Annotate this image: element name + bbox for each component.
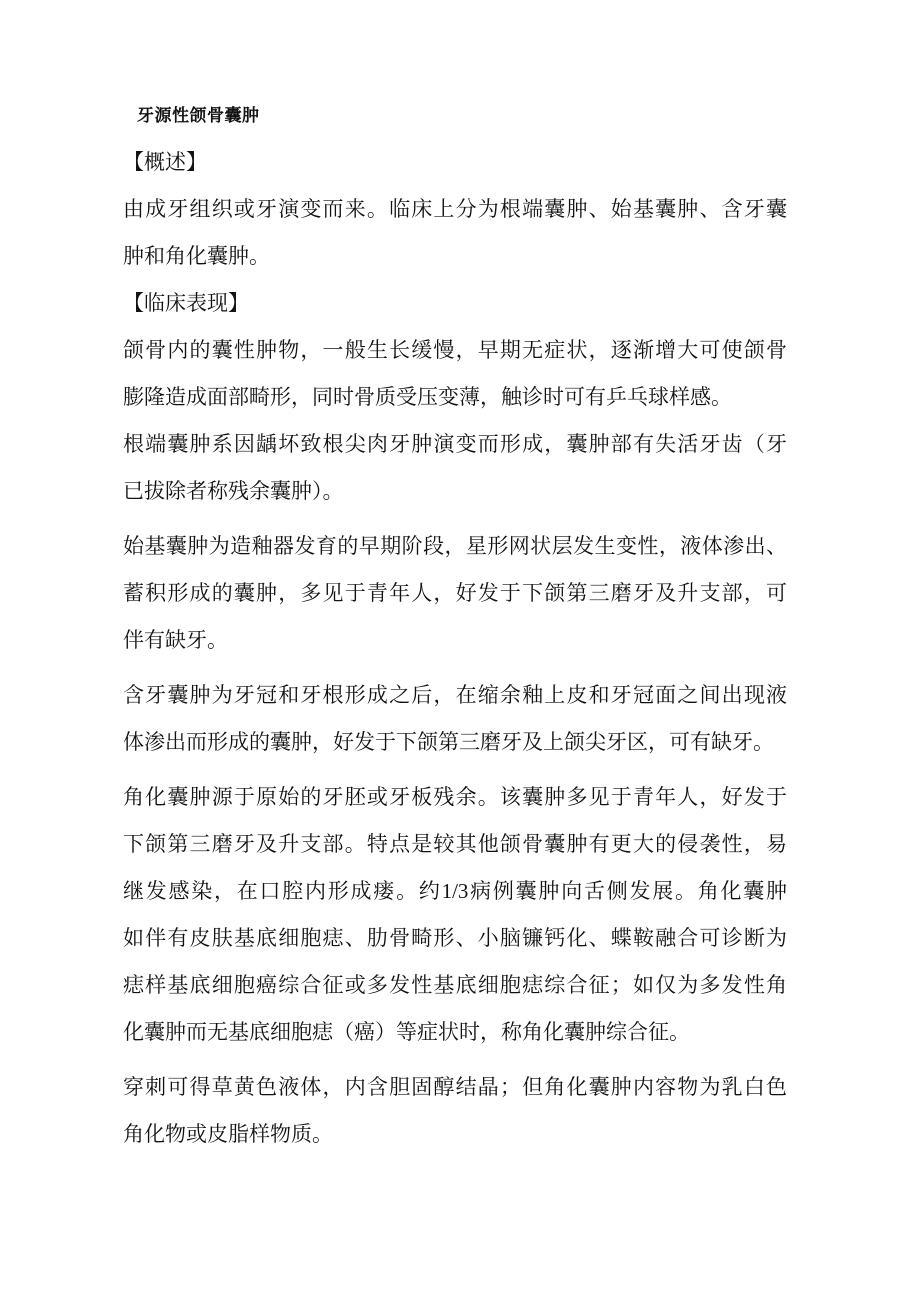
text-line: 含牙囊肿为牙冠和牙根形成之后，在缩余釉上皮和牙冠面之间出现液 xyxy=(123,683,787,707)
paragraph-general-signs xyxy=(123,327,787,421)
text-line: 始基囊肿为造釉器发育的早期阶段，星形网状层发生变性，液体渗出、 xyxy=(123,534,787,558)
text-line: 下颌第三磨牙及升支部。特点是较其他颌骨囊肿有更大的侵袭性，易 xyxy=(123,832,787,856)
paragraph-puncture-findings xyxy=(123,1064,787,1158)
doc-title: 牙源性颌骨囊肿 xyxy=(137,106,260,125)
document-body xyxy=(123,92,787,1158)
text-line: 膨隆造成面部畸形，同时骨质受压变薄，触诊时可有乒乓球样感。 xyxy=(123,385,732,409)
paragraph-primordial-cyst xyxy=(123,523,787,664)
text-line: 如伴有皮肤基底细胞痣、肋骨畸形、小脑镰钙化、蝶鞍融合可诊断为 xyxy=(123,926,787,950)
text-line: 角化囊肿源于原始的牙胚或牙板残余。该囊肿多见于青年人，好发于 xyxy=(123,785,787,809)
paragraph-radicular-cyst xyxy=(123,421,787,515)
text-line: 肿和角化囊肿。 xyxy=(123,244,270,268)
text-line: 化囊肿而无基底细胞痣（癌）等症状时，称角化囊肿综合征。 xyxy=(123,1020,690,1044)
text-line: 根端囊肿系因龋坏致根尖肉牙肿演变而形成，囊肿部有失活牙齿（牙 xyxy=(123,432,787,456)
text-line: 继发感染，在口腔内形成瘘。约1/3病例囊肿向舌侧发展。角化囊肿 xyxy=(123,879,787,903)
text-line: 已拔除者称残余囊肿）。 xyxy=(123,479,344,503)
text-line: 痣样基底细胞癌综合征或多发性基底细胞痣综合征；如仅为多发性角 xyxy=(123,973,787,997)
section-heading-overview: 【概述】 xyxy=(123,150,207,174)
text-line: 体渗出而形成的囊肿，好发于下颌第三磨牙及上颌尖牙区，可有缺牙。 xyxy=(123,730,774,754)
text-line: 穿刺可得草黄色液体，内含胆固醇结晶；但角化囊肿内容物为乳白色 xyxy=(123,1075,787,1099)
text-line: 角化物或皮脂样物质。 xyxy=(123,1122,333,1146)
paragraph-dentigerous-cyst xyxy=(123,672,787,766)
text-line: 由成牙组织或牙演变而来。临床上分为根端囊肿、始基囊肿、含牙囊 xyxy=(123,197,787,221)
section-heading-clinical: 【临床表现】 xyxy=(123,291,249,315)
text-line: 蓄积形成的囊肿，多见于青年人，好发于下颌第三磨牙及升支部，可 xyxy=(123,581,787,605)
text-line: 伴有缺牙。 xyxy=(123,628,228,652)
paragraph-keratocyst xyxy=(123,774,787,1056)
paragraph-overview xyxy=(123,186,787,280)
text-line: 颌骨内的囊性肿物，一般生长缓慢，早期无症状，逐渐增大可使颌骨 xyxy=(123,338,787,362)
